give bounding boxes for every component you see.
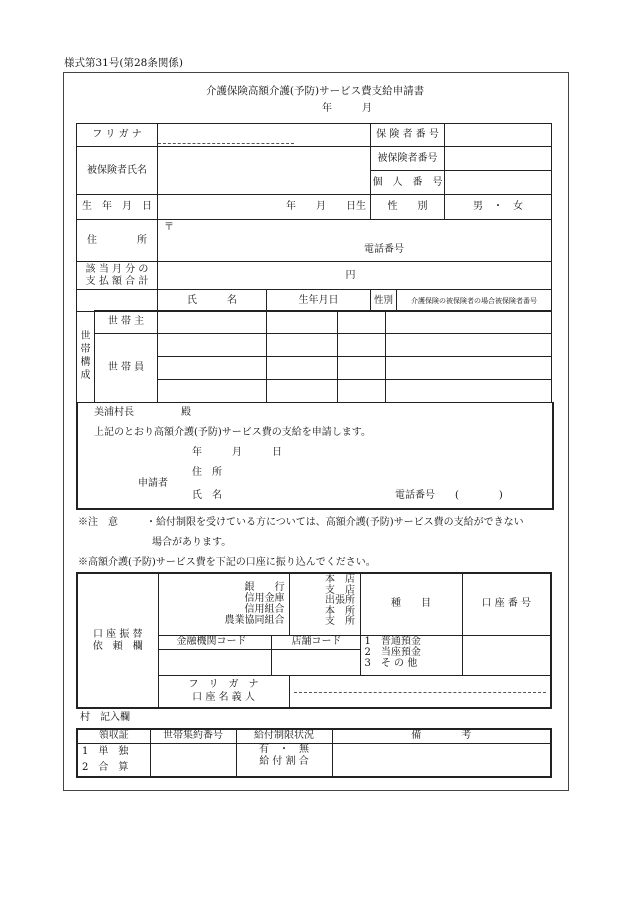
household-table xyxy=(76,310,552,403)
account-number-input[interactable] xyxy=(462,635,551,675)
insured-number-label: 被保険者番号 xyxy=(371,147,445,171)
household-section-text: 世帯構成 xyxy=(80,331,91,382)
holder-label-cell xyxy=(158,675,289,708)
branch-type: 出張所 xyxy=(325,595,355,606)
household-member-birth[interactable] xyxy=(267,334,338,357)
household-no-header: 世帯集約番号 xyxy=(150,729,236,743)
household-head-birth[interactable] xyxy=(267,311,338,334)
account-number-header: 口 座 番 号 xyxy=(462,573,551,635)
insurer-number-input[interactable] xyxy=(445,124,552,147)
account-type-options[interactable] xyxy=(360,635,462,675)
household-member-sex[interactable] xyxy=(338,357,386,380)
note-line2: 場合があります。 xyxy=(152,537,232,548)
payment-total-input[interactable]: 円 xyxy=(158,262,552,290)
remarks-header: 備 考 xyxy=(332,729,551,743)
household-no-input[interactable] xyxy=(150,743,236,777)
household-head-label: 世 帯 主 xyxy=(95,311,158,334)
applicant-table xyxy=(76,123,552,312)
addressee: 美浦村長 xyxy=(94,407,134,418)
applicant-phone-label: 電話番号 ( ) xyxy=(395,490,503,501)
institution-type: 銀 行 xyxy=(244,582,285,594)
form-date: 年 月 xyxy=(322,103,372,114)
benefit-ratio-label: 給 付 割 合 xyxy=(259,755,309,767)
household-col-sex: 性別 xyxy=(371,290,397,312)
transfer-note: ※高額介護(予防)サービス費を下記の口座に振り込んでください。 xyxy=(78,557,376,568)
restriction-option[interactable]: 有 ・ 無 xyxy=(259,743,309,755)
bank-section-label xyxy=(77,573,158,708)
branch-type: 支 店 xyxy=(325,584,355,596)
note-label: ※注 意 xyxy=(78,517,118,528)
institution-types xyxy=(159,582,289,626)
village-section-label: 村 記入欄 xyxy=(80,712,130,723)
receipt-options[interactable] xyxy=(77,743,150,777)
branch-type: 本 所 xyxy=(325,605,355,617)
note-line1: ・給付制限を受けている方については、高額介護(予防)サービス費の支給ができない xyxy=(146,517,524,528)
address-input[interactable] xyxy=(158,220,552,262)
household-member-insured-no[interactable] xyxy=(386,334,552,357)
payment-total-label xyxy=(77,262,158,290)
payment-total-label-line1: 該 当 月 分 の xyxy=(85,263,149,275)
postal-mark: 〒 xyxy=(164,222,174,233)
sex-label: 性 別 xyxy=(371,195,445,220)
branch-code-label: 店舗コード xyxy=(291,635,342,647)
furigana-dash xyxy=(158,143,294,144)
institution-code-label: 金融機関コード xyxy=(176,635,247,647)
restriction-header: 給付制限状況 xyxy=(236,729,332,743)
account-type-header: 種 目 xyxy=(360,573,462,635)
remarks-input[interactable] xyxy=(332,743,551,777)
birthdate-label: 生 年 月 日 xyxy=(77,195,158,220)
account-type-option[interactable]: 3 そ の 他 xyxy=(364,657,418,669)
holder-dash xyxy=(294,692,547,693)
holder-name-input[interactable] xyxy=(289,675,551,708)
branch-code-cell[interactable] xyxy=(271,635,360,675)
declaration-date[interactable]: 年 月 日 xyxy=(192,447,282,458)
institution-type: 信用金庫 xyxy=(244,593,285,605)
applicant-label: 申請者 xyxy=(138,478,168,489)
insured-name-label: 被保険者氏名 xyxy=(77,147,158,195)
applicant-address-label: 住 所 xyxy=(192,467,222,478)
household-member-birth[interactable] xyxy=(267,357,338,380)
household-member-sex[interactable] xyxy=(338,380,386,403)
address-phone-label: 電話番号 xyxy=(364,244,404,255)
household-member-name[interactable] xyxy=(158,334,267,357)
branch-type: 本 店 xyxy=(325,574,355,585)
holder-furigana-label: フ リ ガ ナ xyxy=(188,679,259,691)
personal-number-input[interactable] xyxy=(445,171,552,195)
form-number: 様式第31号(第28条関係) xyxy=(64,57,183,69)
holder-name-label: 口 座 名 義 人 xyxy=(192,692,255,704)
household-member-birth[interactable] xyxy=(267,380,338,403)
account-type-option[interactable]: 2 当座預金 xyxy=(364,646,421,658)
branch-types xyxy=(305,575,355,628)
household-member-insured-no[interactable] xyxy=(386,357,552,380)
account-type-option[interactable]: 1 普通預金 xyxy=(364,635,421,647)
institution-cell[interactable] xyxy=(158,573,289,635)
institution-type: 農業協同組合 xyxy=(224,615,285,627)
bank-section-label-line1: 口 座 振 替 xyxy=(92,628,143,640)
household-head-insured-no[interactable] xyxy=(386,311,552,334)
receipt-header: 領収証 xyxy=(77,729,150,743)
institution-code-divider xyxy=(159,649,271,650)
household-head-sex[interactable] xyxy=(338,311,386,334)
household-col-insured-no: 介護保険の被保険者の場合被保険者番号 xyxy=(397,290,552,312)
form-title: 介護保険高額介護(予防)サービス費支給申請書 xyxy=(205,85,425,97)
applicant-name-label: 氏 名 xyxy=(192,490,222,501)
payment-total-label-line2: 支 払 額 合 計 xyxy=(85,275,149,287)
bank-section-label-line2: 依 頼 欄 xyxy=(92,640,143,652)
furigana-label: フ リ ガ ナ xyxy=(77,124,158,147)
institution-type: 信用組合 xyxy=(244,604,285,616)
village-table xyxy=(76,728,552,778)
household-member-label: 世 帯 員 xyxy=(95,334,158,403)
branch-code-divider xyxy=(272,649,360,650)
household-member-sex[interactable] xyxy=(338,334,386,357)
sex-select[interactable]: 男 ・ 女 xyxy=(445,195,552,220)
household-corner xyxy=(77,290,158,312)
declaration-statement: 上記のとおり高額介護(予防)サービス費の支給を申請します。 xyxy=(94,427,372,438)
insured-number-input[interactable] xyxy=(445,147,552,171)
address-label: 住 所 xyxy=(77,220,158,262)
household-member-name[interactable] xyxy=(158,357,267,380)
branch-type: 支 所 xyxy=(325,616,355,627)
household-head-name[interactable] xyxy=(158,311,267,334)
household-col-name: 氏 名 xyxy=(158,290,267,312)
household-member-insured-no[interactable] xyxy=(386,380,552,403)
household-col-birth: 生年月日 xyxy=(267,290,371,312)
honorific: 殿 xyxy=(181,407,191,418)
restriction-options[interactable] xyxy=(236,743,332,777)
household-member-name[interactable] xyxy=(158,380,267,403)
insured-name-input[interactable] xyxy=(158,147,371,195)
birthdate-input[interactable]: 年 月 日生 xyxy=(158,195,371,220)
insurer-number-label: 保 険 者 番 号 xyxy=(371,124,445,147)
receipt-option[interactable]: 2 合 算 xyxy=(82,761,129,773)
personal-number-label: 個 人 番 号 xyxy=(371,171,445,195)
receipt-option[interactable]: 1 単 独 xyxy=(82,745,129,757)
household-section-label xyxy=(77,311,95,403)
institution-code-cell[interactable] xyxy=(158,635,271,675)
